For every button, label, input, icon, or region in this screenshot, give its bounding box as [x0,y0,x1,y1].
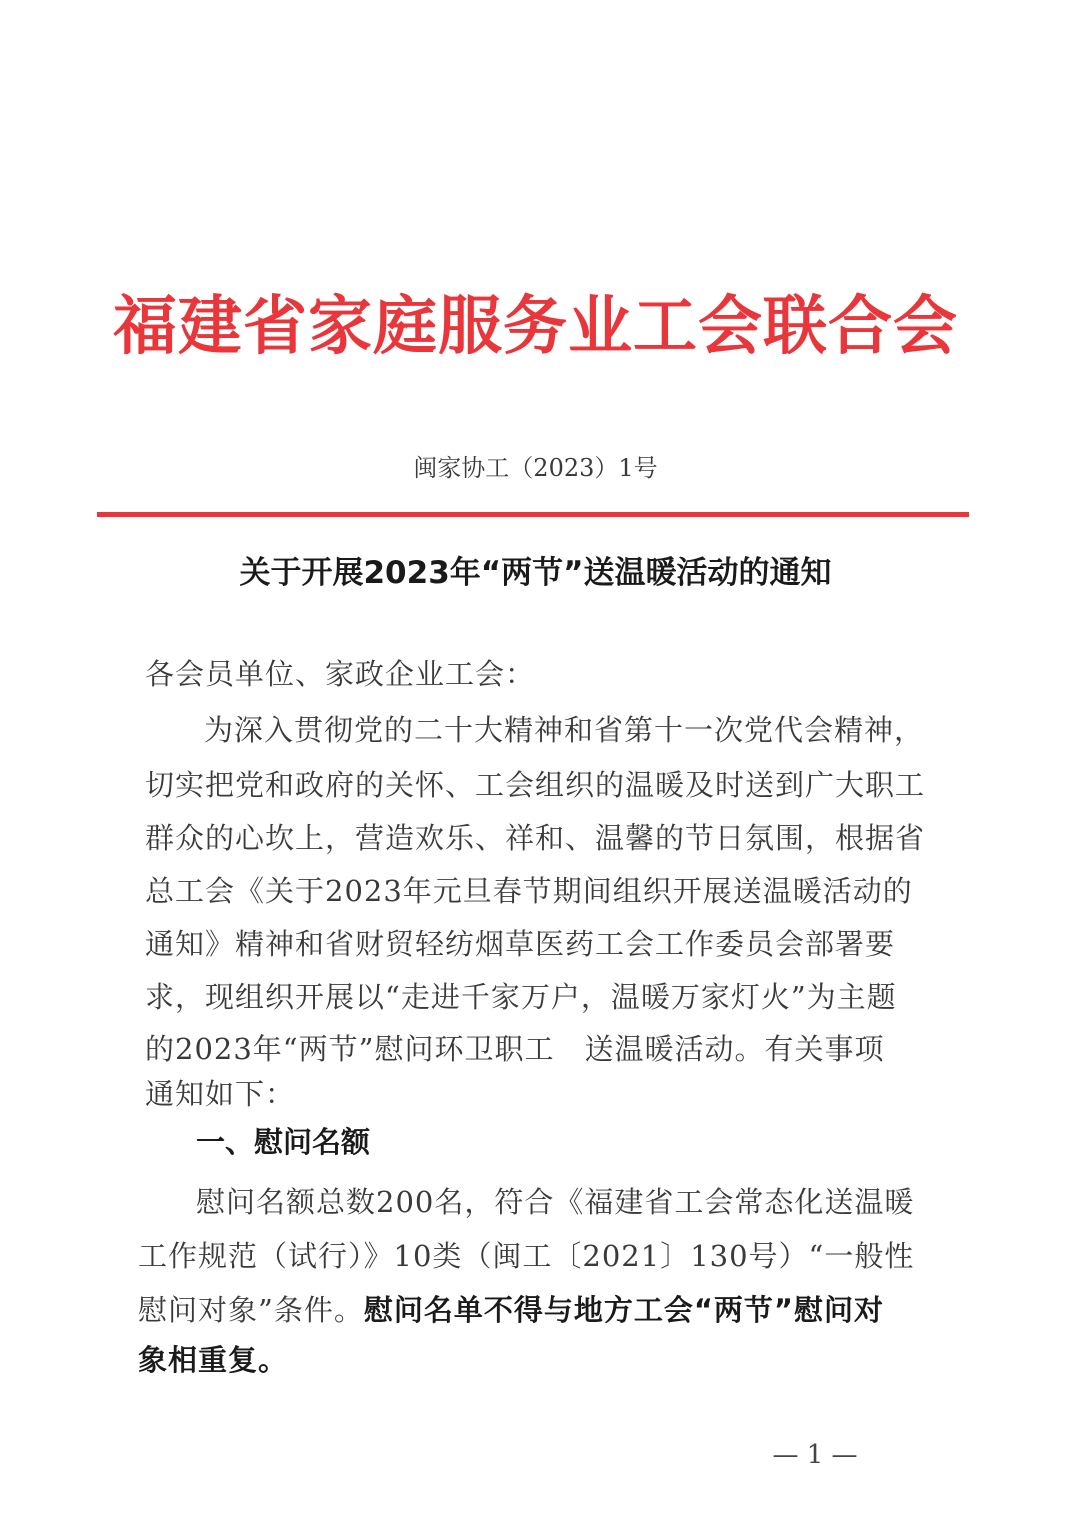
section-line: 工作规范（试行）》10类（闽工〔2021〕130号）“一般性 [138,1239,915,1273]
emphasis-text: 慰问名单不得与地方工会“两节”慰问对 [363,1293,884,1327]
red-divider-line [97,512,969,517]
paragraph-line: 求，现组织开展以“走进千家万户，温暖万家灯火”为主题 [145,980,897,1014]
notice-title: 关于开展2023年“两节”送温暖活动的通知 [239,555,832,591]
emphasis-text: 象相重复。 [138,1343,289,1377]
paragraph-line: 通知》精神和省财贸轻纺烟草医药工会工作委员会部署要 [145,927,896,961]
document-number: 闽家协工（2023）1号 [413,454,658,482]
paragraph-line: 的2023年“两节”慰问环卫职工 送温暖活动。有关事项 [145,1032,885,1066]
salutation: 各会员单位、家政企业工会： [145,657,536,691]
section-line-with-emphasis [138,1288,884,1329]
paragraph-line: 切实把党和政府的关怀、工会组织的温暖及时送到广大职工 [145,768,926,802]
paragraph-line: 总工会《关于2023年元旦春节期间组织开展送温暖活动的 [145,874,913,908]
section-line-text: 慰问对象”条件。 [138,1293,364,1327]
paragraph-line: 通知如下： [145,1077,296,1111]
paragraph-line: 为深入贯彻党的二十大精神和省第十一次党代会精神， [204,713,925,747]
page-number: — 1 — [772,1440,858,1470]
paragraph-line: 群众的心坎上，营造欢乐、祥和、温馨的节日氛围，根据省 [145,821,926,855]
section-line: 慰问名额总数200名，符合《福建省工会常态化送温暖 [196,1185,915,1219]
section-heading: 一、慰问名额 [196,1125,371,1159]
issuing-organization-header: 福建省家庭服务业工会联合会 [113,289,958,364]
